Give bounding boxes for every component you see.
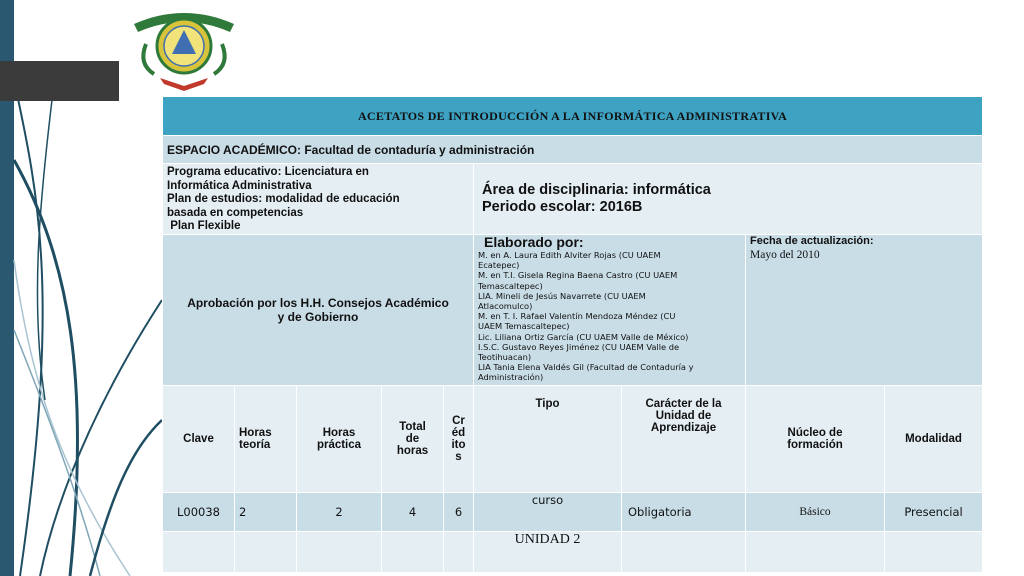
author-line: Atlacomulco) (478, 301, 533, 312)
author-line: Ecatepec) (478, 260, 520, 271)
col-text: Cr (452, 415, 465, 427)
author-line: UAEM Temascaltepec) (478, 321, 570, 332)
empty-cell (382, 532, 444, 573)
empty-cell (746, 532, 885, 573)
programa-line: Plan de estudios: modalidad de educación (167, 193, 400, 205)
col-text: éd (451, 427, 466, 439)
periodo-escolar: Periodo escolar: 2016B (482, 199, 643, 215)
aprobacion-line: Aprobación por los H.H. Consejos Académico (187, 296, 449, 310)
col-text: práctica (316, 439, 362, 451)
cell-creditos: 6 (444, 493, 474, 532)
col-creditos (444, 386, 474, 493)
cell-tipo: curso (474, 493, 622, 532)
col-text: Carácter de la (645, 398, 722, 410)
university-seal-logo (124, 4, 244, 94)
programa-line: basada en competencias (167, 206, 304, 219)
author-line: LIA Tania Elena Valdés Gil (Facultad de Contaduría y (478, 362, 694, 373)
col-text: Total (399, 421, 426, 433)
aprobacion-line: y de Gobierno (277, 310, 359, 324)
col-text: teoría (239, 439, 271, 451)
author-line: Administración) (478, 372, 544, 383)
aprobacion-label (163, 235, 474, 386)
fecha-label: Fecha de actualización: (750, 235, 874, 247)
col-text: Aprendizaje (650, 422, 717, 434)
col-text: Horas (239, 427, 272, 439)
col-text: s (455, 451, 462, 463)
document-title: ACETATOS DE INTRODUCCIÓN A LA INFORMÁTICA ADMINISTRATIVA (163, 97, 983, 136)
empty-cell (885, 532, 983, 573)
author-line: Teotihuacan) (478, 352, 532, 363)
col-horas-teoria (235, 386, 297, 493)
empty-cell (163, 532, 235, 573)
cell-modalidad: Presencial (885, 493, 983, 532)
author-line: M. en T.I. Gisela Regina Baena Castro (CU UAEM (478, 270, 678, 281)
fecha-value: Mayo del 2010 (750, 249, 820, 261)
cell-horas-teoria: 2 (235, 493, 297, 532)
title-accent-bar (0, 61, 119, 101)
cell-total-horas: 4 (382, 493, 444, 532)
cell-clave: L00038 (163, 493, 235, 532)
col-total-horas (382, 386, 444, 493)
unidad-label: UNIDAD 2 (474, 532, 622, 573)
author-line: Temascaltepec) (478, 280, 543, 291)
programa-line: Plan Flexible (167, 220, 241, 232)
col-clave: Clave (163, 386, 235, 493)
cell-horas-practica: 2 (297, 493, 382, 532)
author-line: M. en T. I. Rafael Valentín Mendoza Méndez (CU (478, 311, 676, 322)
empty-cell (444, 532, 474, 573)
col-caracter (622, 386, 746, 493)
author-line: LIA. Mineli de Jesús Navarrete (CU UAEM (478, 290, 646, 301)
col-text: Horas (322, 427, 356, 439)
programa-line: Programa educativo: Licenciatura en (167, 166, 369, 178)
elaborado-por (474, 235, 746, 386)
col-tipo: Tipo (474, 386, 622, 493)
empty-cell (297, 532, 382, 573)
empty-cell (622, 532, 746, 573)
course-info-table (162, 96, 983, 573)
cell-nucleo: Básico (746, 493, 885, 532)
fecha-actualizacion (746, 235, 983, 386)
programa-educativo (163, 164, 474, 235)
col-text: Unidad de (655, 410, 712, 422)
col-horas-practica (297, 386, 382, 493)
author-line: I.S.C. Gustavo Reyes Jiménez (CU UAEM Valle de (478, 341, 680, 352)
col-modalidad: Modalidad (885, 386, 983, 493)
table-row (163, 493, 983, 532)
espacio-academico: ESPACIO ACADÉMICO: Facultad de contaduría y administración (163, 136, 983, 164)
table-row (163, 532, 983, 573)
col-nucleo (746, 386, 885, 493)
elaborado-title: Elaborado por: (484, 234, 584, 250)
col-text: de (405, 433, 420, 445)
author-line: Lic. Liliana Ortiz García (CU UAEM Valle de México) (478, 331, 689, 342)
empty-cell (235, 532, 297, 573)
programa-line: Informática Administrativa (167, 179, 312, 192)
area-disciplinaria: Área de disciplinaria: informática (482, 182, 711, 198)
author-line: M. en A. Laura Edith Alviter Rojas (CU UAEM (478, 250, 661, 260)
col-text: horas (396, 445, 429, 457)
col-text: ito (451, 439, 466, 451)
cell-caracter: Obligatoria (622, 493, 746, 532)
area-periodo (474, 164, 983, 235)
col-text: Núcleo de (787, 427, 843, 439)
authors-list (478, 250, 741, 383)
col-text: formación (787, 439, 843, 451)
